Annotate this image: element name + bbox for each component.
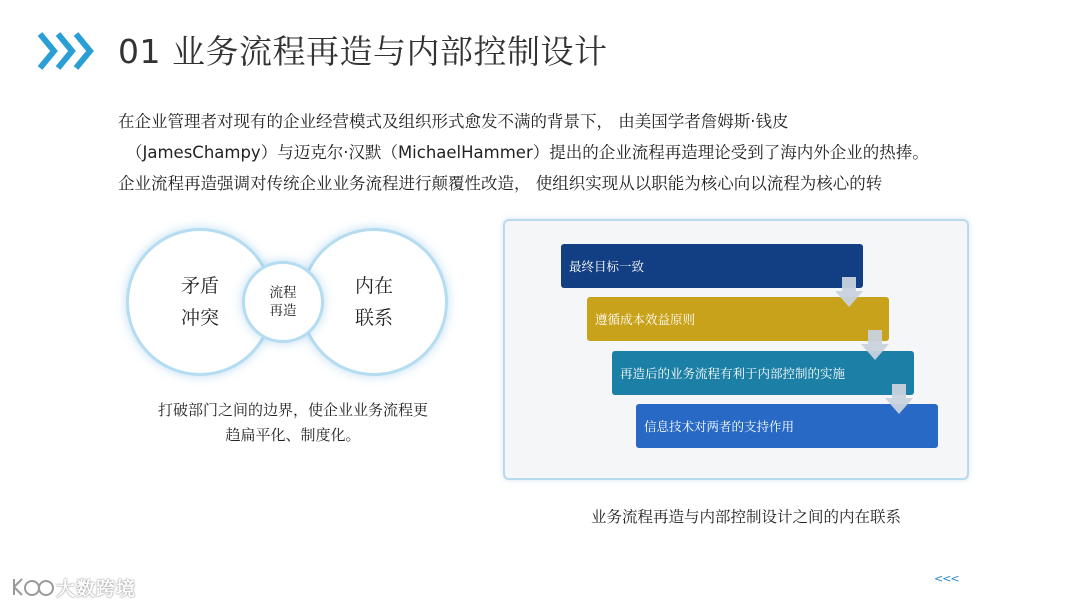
- venn-caption-line2: 趋扁平化、制度化。: [225, 426, 361, 444]
- step-internal-control: 再造后的业务流程有利于内部控制的实施: [612, 351, 914, 395]
- watermark-text: 大数跨境: [56, 577, 137, 600]
- circle-conflict-line1: 矛盾: [180, 275, 219, 297]
- steps-caption: 业务流程再造与内部控制设计之间的内在联系: [590, 508, 901, 526]
- page-title: 01 业务流程再造与内部控制设计: [118, 32, 608, 71]
- intro-line-1: 在企业管理者对现有的企业经营模式及组织形式愈发不满的背景下， 由美国学者詹姆斯·钱皮: [118, 112, 789, 131]
- intro-paragraph: [118, 106, 1018, 199]
- intro-line-3: 企业流程再造强调对传统企业业务流程进行颠覆性改造， 使组织实现从以职能为核心向以流程为核心的转: [118, 174, 883, 193]
- logo-mark-icon: [10, 575, 54, 599]
- circle-connection-line2: 联系: [354, 307, 393, 329]
- back-link[interactable]: <<<: [934, 572, 959, 585]
- venn-caption: [118, 398, 468, 448]
- step-cost-benefit: 遵循成本效益原则: [587, 297, 889, 341]
- venn-diagram: [126, 228, 446, 378]
- watermark-logo: [10, 574, 136, 600]
- triple-chevron-right-icon: [36, 28, 96, 74]
- intro-line-2: （JamesChampy）与迈克尔·汉默（MichaelHammer）提出的企业流程再造理论受到了海内外企业的热捧。: [126, 143, 929, 162]
- step-it-support: 信息技术对两者的支持作用: [636, 404, 938, 448]
- circle-conflict-line2: 冲突: [180, 307, 219, 329]
- down-arrow-icon: [835, 277, 863, 307]
- steps-panel: [503, 219, 969, 480]
- venn-caption-line1: 打破部门之间的边界，使企业业务流程更: [157, 401, 428, 419]
- circle-connection-line1: 内在: [354, 275, 393, 297]
- circle-reengineering-line2: 再造: [269, 303, 297, 319]
- down-arrow-icon: [885, 384, 913, 414]
- down-arrow-icon: [861, 330, 889, 360]
- circle-reengineering-line1: 流程: [269, 285, 297, 301]
- step-goal: 最终目标一致: [561, 244, 863, 288]
- circle-reengineering: [242, 261, 324, 343]
